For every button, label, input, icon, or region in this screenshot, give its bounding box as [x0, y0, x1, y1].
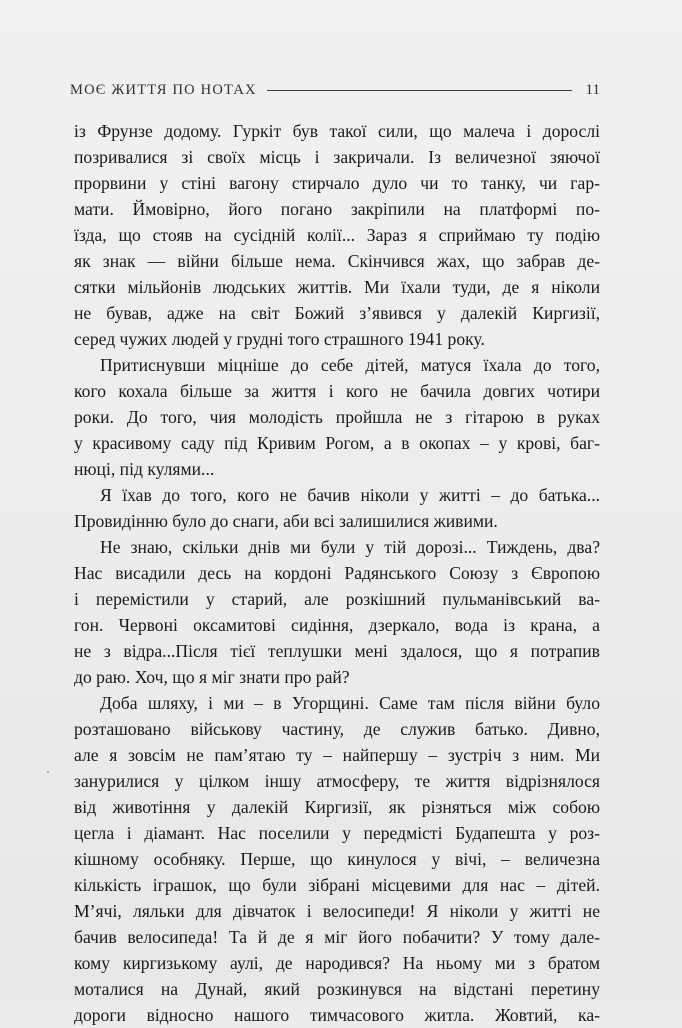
text-line: із Фрунзе додому. Гуркіт був такої сили, що малеча і дорослі	[74, 121, 600, 141]
text-line: кому киргизькому аулі, де народився? На ньому ми з братом	[74, 953, 600, 973]
text-line: сятки мільйонів людських життів. Ми їхали туди, де я ніколи	[74, 277, 600, 297]
text-line: їзда, що стояв на сусідній колії... Зараз я сприймаю ту подію	[74, 225, 600, 245]
text-line: бачив велосипеда! Та й де я міг його побачити? У тому дале-	[74, 927, 600, 947]
text-line: серед чужих людей у грудні того страшного 1941 року.	[74, 329, 485, 349]
text-line: як знак — війни більше нема. Скінчився жах, що забрав де-	[74, 251, 600, 271]
paragraph	[74, 352, 600, 482]
text-line: цегла і діамант. Нас поселили у передмісті Будапешта у роз-	[74, 823, 600, 843]
text-line: до раю. Хоч, що я міг знати про рай?	[74, 667, 350, 687]
text-line: нюці, під кулями...	[74, 459, 215, 479]
body-text	[74, 118, 600, 1028]
text-line: Я їхав до того, кого не бачив ніколи у житті – до батька...	[100, 485, 600, 505]
page-number: 11	[585, 81, 600, 98]
running-header	[70, 80, 600, 100]
text-line: Нас висадили десь на кордоні Радянського Союзу з Європою	[74, 563, 600, 583]
text-line: кішному особняку. Перше, що кинулося у вічі, – величезна	[74, 849, 600, 869]
text-line: розташовано військову частину, де служив батько. Дивно,	[74, 719, 600, 739]
text-line: роки. До того, чия молодість пройшла не з гітарою в руках	[74, 407, 600, 427]
text-line: кого кохала більше за життя і кого не бачила довгих чотири	[74, 381, 600, 401]
header-rule	[267, 90, 572, 91]
paper-speck	[47, 771, 49, 773]
text-line: не з відра...Після тієї теплушки мені здалося, що я потрапив	[74, 641, 600, 661]
text-line: дороги відносно нашого тимчасового житла. Жовтий, ка-	[74, 1005, 600, 1025]
text-line: прорвини у стіні вагону стирчало дуло чи то танку, чи гар-	[74, 173, 600, 193]
paragraph	[74, 534, 600, 690]
text-line: Доба шляху, і ми – в Угорщині. Саме там після війни було	[100, 693, 600, 713]
text-line: кількість іграшок, що були зібрані місцевими для нас – дітей.	[74, 875, 600, 895]
text-line: занурилися у цілком іншу атмосферу, те життя відрізнялося	[74, 771, 600, 791]
running-title: МОЄ ЖИТТЯ ПО НОТАХ	[70, 81, 257, 98]
text-line: моталися на Дунай, який розкинувся на відстані перетину	[74, 979, 600, 999]
text-line: Провидінню було до снаги, аби всі залишилися живими.	[74, 511, 498, 531]
text-line: Не знаю, скільки днів ми були у тій дорозі... Тиждень, два?	[100, 537, 600, 557]
paragraph	[74, 482, 600, 534]
text-line: позривалися зі своїх місць і закричали. Із величезної зяючої	[74, 147, 600, 167]
text-line: гон. Червоні оксамитові сидіння, дзеркало, вода із крана, а	[74, 615, 600, 635]
text-line: М’ячі, ляльки для дівчаток і велосипеди! Я ніколи у житті не	[74, 901, 600, 921]
text-line: від животіння у далекій Киргизії, як різняться між собою	[74, 797, 600, 817]
text-line: не бував, адже на світ Божий з’явився у далекій Киргизії,	[74, 303, 600, 323]
text-line: і перемістили у старий, але розкішний пульманівський ва-	[74, 589, 600, 609]
text-line: мати. Ймовірно, його погано закріпили на платформі по-	[74, 199, 600, 219]
text-line: але я зовсім не пам’ятаю ту – найпершу – зустріч з ним. Ми	[74, 745, 600, 765]
paragraph	[74, 118, 600, 352]
paragraph	[74, 690, 600, 1028]
text-line: Притиснувши міцніше до себе дітей, матуся їхала до того,	[100, 355, 600, 375]
text-line: у красивому саду під Кривим Рогом, а в окопах – у крові, баг-	[74, 433, 600, 453]
